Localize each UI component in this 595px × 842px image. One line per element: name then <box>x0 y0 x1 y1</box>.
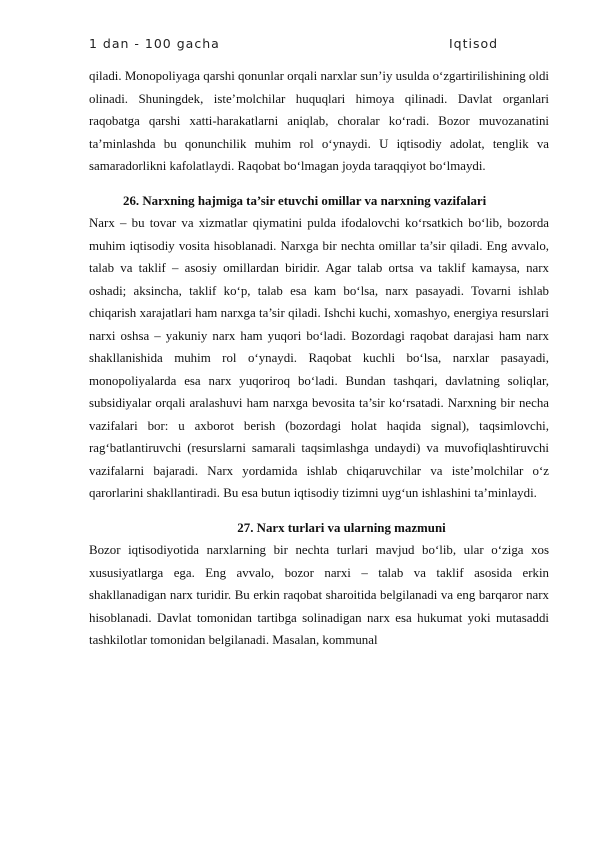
section-27-text: Bozor iqtisodiyotida narxlarning bir nechta turlari mavjud bo‘lib, ular o‘ziga xos xususiyatlarga ega. Eng avvalo, bozor narxi – talab va taklif asosida erkin shakllanadigan narx turidir. Bu erkin raqobat sharoitida belgilanadi va eng barqaror narx hisoblanadi. Davlat tomonidan tartibga solinadigan narx esa hukumat yoki mutasaddi tashkilotlar tomonidan belgilanadi. Masalan, kommunal <box>89 543 549 647</box>
header-left-text: 1 dan - 100 gacha <box>89 36 220 51</box>
section-26-heading: 26. Narxning hajmiga ta’sir etuvchi omillar va narxning vazifalari <box>123 193 487 208</box>
section-27-heading: 27. Narx turlari va ularning mazmuni <box>237 520 446 535</box>
document-body <box>89 65 549 652</box>
section-26-text: Narx – bu tovar va xizmatlar qiymatini pulda ifodalovchi ko‘rsatkich bo‘lib, bozorda muhim iqtisodiy vosita hisoblanadi. Narxga bir nechta omillar ta’sir qiladi. Eng avvalo, talab va taklif – asosiy omillardan biridir. Agar talab ortsa va taklif kamaysa, narx oshadi; aksincha, taklif ko‘p, talab esa kam bo‘lsa, narx pasayadi. Tovarni ishlab chiqarish xarajatlari ham narxga ta’sir qiladi. Ishchi kuchi, xomashyo, energiya resurslari narxi oshsa – yakuniy narx ham yuqori bo‘ladi. Bozordagi raqobat darajasi ham narx shakllanishida muhim rol o‘ynaydi. Raqobat kuchli bo‘lsa, narxlar pasayadi, monopoliyalarda esa narx yuqoriroq bo‘ladi. Bundan tashqari, davlatning soliqlar, subsidiyalar orqali aralashuvi ham narxga bevosita ta’sir ko‘rsatadi. Narxning bir necha vazifalari bor: u axborot berish (bozordagi holat haqida signal), taqsimlovchi, rag‘batlantiruvchi (resurslarni samarali taqsimlashga undaydi) va muvofiqlashtiruvchi vazifalarni bajaradi. Narx yordamida ishlab chiqaruvchilar va iste’molchilar o‘z qarorlarini shakllantiradi. Bu esa butun iqtisodiy tizimni uyg‘un ishlashini ta’minlaydi. <box>89 216 549 500</box>
paragraph-intro: qiladi. Monopoliyaga qarshi qonunlar orqali narxlar sun’iy usulda o‘zgartirilishining oldi olinadi. Shuningdek, iste’molchilar huquqlari himoya qilinadi. Davlat organlari raqobatga qarshi xatti-harakatlarni aniqlab, choralar ko‘radi. Bozor muvozanatini ta’minlashda bu qonunchilik muhim rol o‘ynaydi. U iqtisodiy adolat, tenglik va samaradorlikni kafolatlaydi. Raqobat bo‘lmagan joyda taraqqiyot bo‘lmaydi. <box>89 69 549 173</box>
page-header <box>89 36 535 56</box>
header-right-text: Iqtisod <box>449 36 499 51</box>
